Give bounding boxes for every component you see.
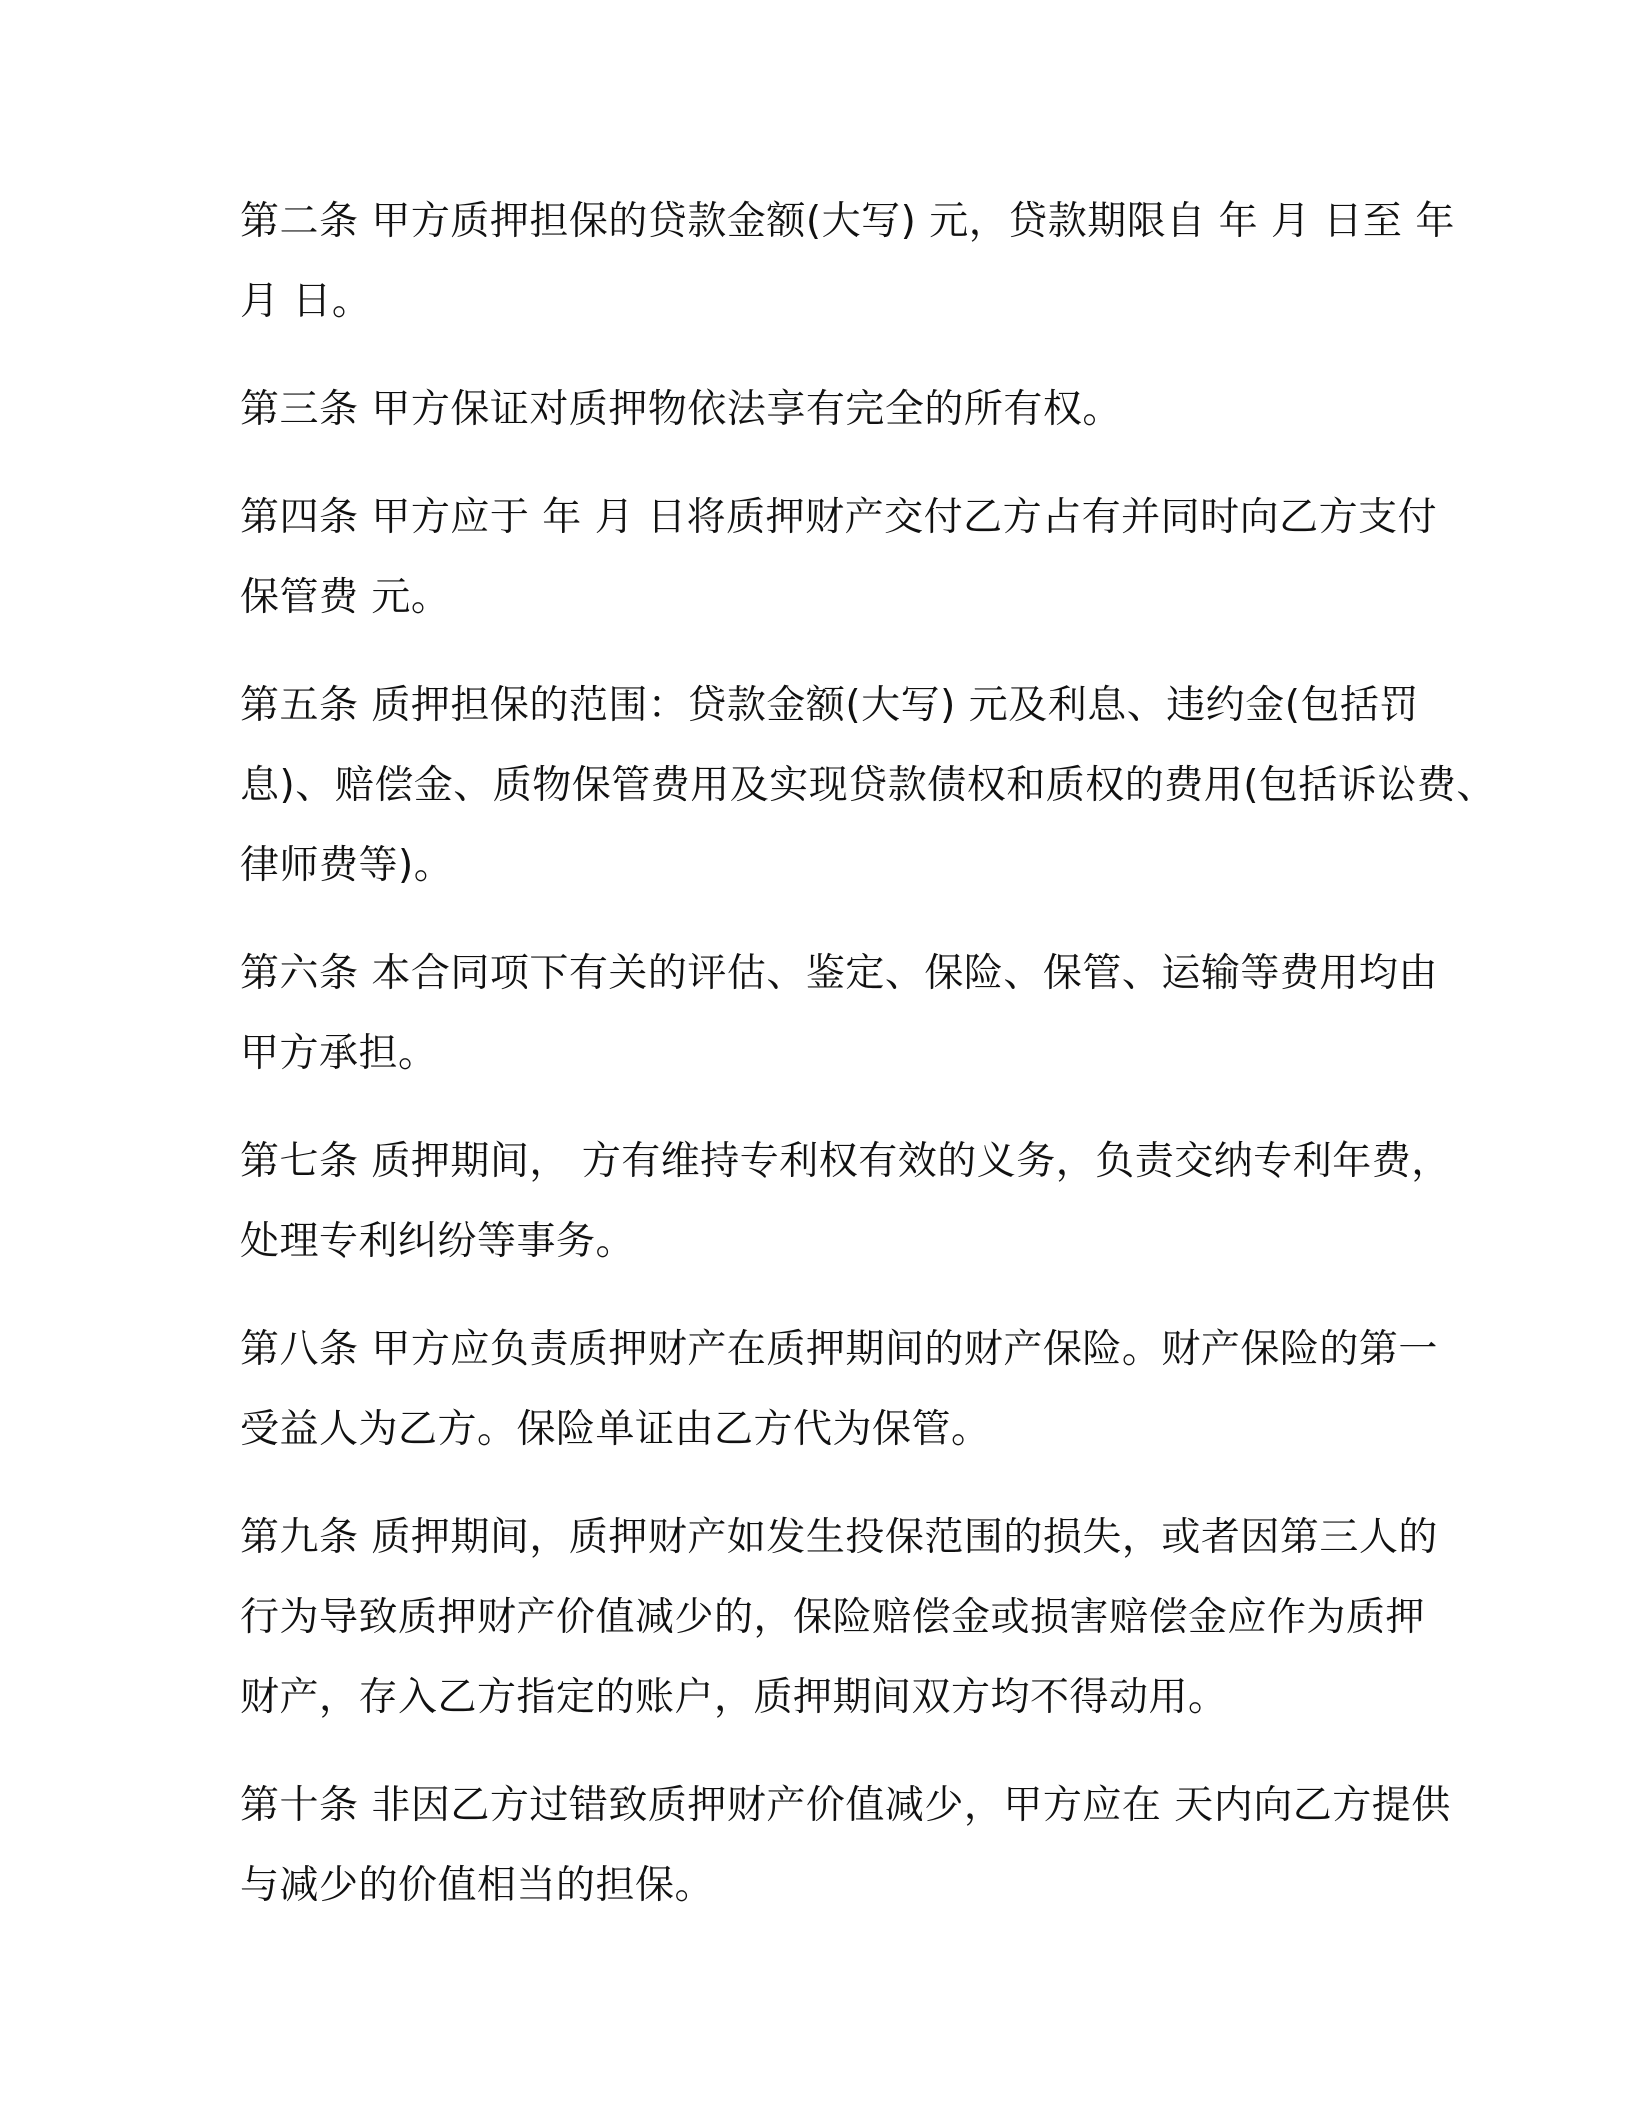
text-line: 保管费 元。: [240, 575, 451, 620]
document-body: [240, 182, 1496, 1954]
text-line: 第三条 甲方保证对质押物依法享有完全的所有权。: [240, 387, 1122, 432]
text-line: 第十条 非因乙方过错致质押财产价值减少，甲方应在 天内向乙方提供: [240, 1783, 1451, 1828]
text-line: 息)、赔偿金、质物保管费用及实现贷款债权和质权的费用(包括诉讼费、: [240, 763, 1496, 808]
text-line: 第七条 质押期间， 方有维持专利权有效的义务，负责交纳专利年费，: [240, 1139, 1451, 1184]
text-line: 受益人为乙方。保险单证由乙方代为保管。: [240, 1407, 991, 1452]
clause-5: [240, 666, 1496, 906]
text-line: 财产，存入乙方指定的账户，质押期间双方均不得动用。: [240, 1675, 1228, 1720]
clause-10: [240, 1766, 1451, 1926]
clause-7: [240, 1122, 1451, 1282]
text-line: 第二条 甲方质押担保的贷款金额(大写) 元，贷款期限自 年 月 日至 年: [240, 199, 1455, 244]
text-line: 第四条 甲方应于 年 月 日将质押财产交付乙方占有并同时向乙方支付: [240, 495, 1438, 540]
clause-4: [240, 478, 1438, 638]
clause-2: [240, 182, 1455, 342]
text-line: 月 日。: [240, 279, 372, 324]
clause-8: [240, 1310, 1438, 1470]
text-line: 第八条 甲方应负责质押财产在质押期间的财产保险。财产保险的第一: [240, 1327, 1438, 1372]
text-line: 行为导致质押财产价值减少的，保险赔偿金或损害赔偿金应作为质押: [240, 1595, 1426, 1640]
text-line: 第九条 质押期间，质押财产如发生投保范围的损失，或者因第三人的: [240, 1515, 1438, 1560]
text-line: 第五条 质押担保的范围：贷款金额(大写) 元及利息、违约金(包括罚: [240, 683, 1419, 728]
text-line: 律师费等)。: [240, 843, 454, 888]
clause-9: [240, 1498, 1438, 1738]
text-line: 甲方承担。: [240, 1031, 438, 1076]
clause-6: [240, 934, 1438, 1094]
clause-3: [240, 370, 1420, 450]
text-line: 处理专利纠纷等事务。: [240, 1219, 636, 1264]
text-line: 与减少的价值相当的担保。: [240, 1863, 715, 1908]
text-line: 第六条 本合同项下有关的评估、鉴定、保险、保管、运输等费用均由: [240, 951, 1438, 996]
